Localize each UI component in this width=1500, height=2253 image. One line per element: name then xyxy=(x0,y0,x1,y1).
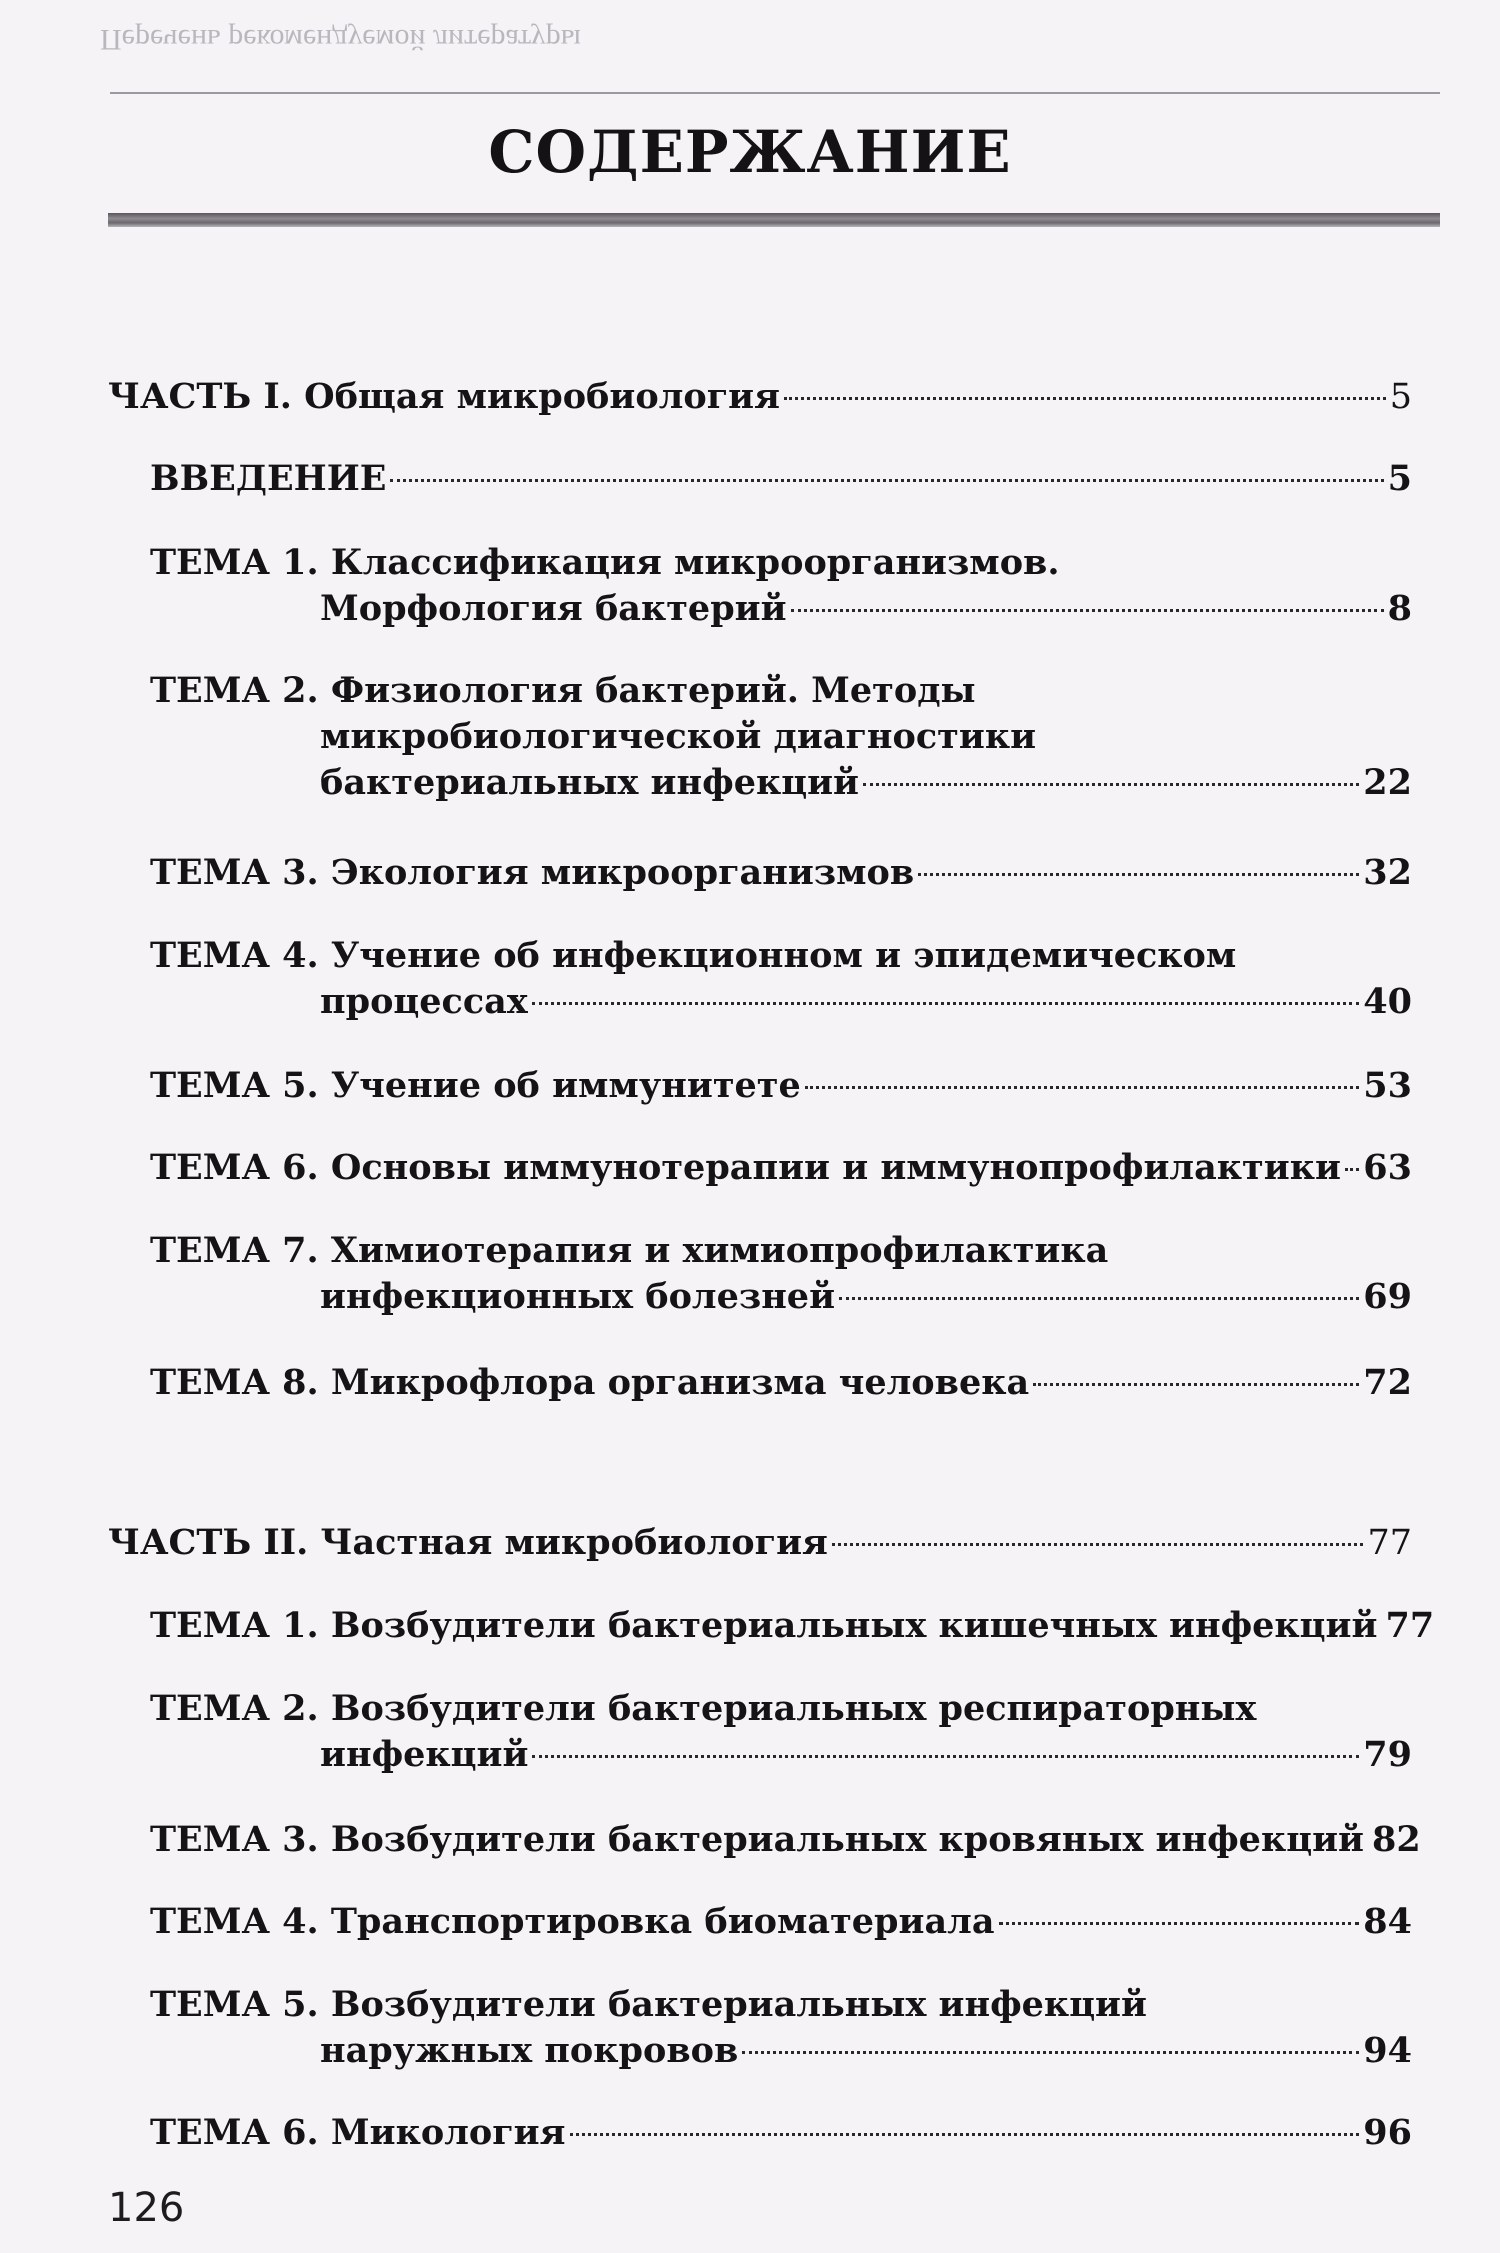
leader-dots xyxy=(999,1922,1360,1925)
toc-entry-p2-topic-1[interactable]: ТЕМА 1. Возбудители бактериальных кишечных инфекций 77 xyxy=(150,1605,1435,1646)
header-rule xyxy=(110,92,1440,94)
leader-dots xyxy=(791,609,1384,612)
toc-entry-p2-topic-4[interactable]: ТЕМА 4. Транспортировка биоматериала 84 xyxy=(150,1901,1412,1942)
page-title: СОДЕРЖАНИЕ xyxy=(488,118,1012,186)
leader-dots xyxy=(570,2133,1360,2136)
page-number: 126 xyxy=(108,2185,185,2231)
leader-dots xyxy=(839,1297,1359,1300)
running-head: Перечень рекомендуемой литературы xyxy=(100,23,581,56)
toc-entry-p1-topic-1[interactable]: ТЕМА 1. Классификация микроорганизмов. Морфология бактерий 8 xyxy=(150,542,1412,629)
title-rule xyxy=(108,213,1440,227)
leader-dots xyxy=(918,873,1359,876)
leader-dots xyxy=(832,1543,1364,1546)
leader-dots xyxy=(1345,1168,1359,1171)
leader-dots xyxy=(784,397,1386,400)
leader-dots xyxy=(742,2051,1359,2054)
leader-dots xyxy=(1033,1383,1359,1386)
toc-entry-p2-topic-2[interactable]: ТЕМА 2. Возбудители бактериальных респираторных инфекций 79 xyxy=(150,1688,1412,1775)
leader-dots xyxy=(863,783,1359,786)
toc-entry-p1-topic-5[interactable]: ТЕМА 5. Учение об иммунитете 53 xyxy=(150,1065,1412,1106)
toc-entry-p1-topic-4[interactable]: ТЕМА 4. Учение об инфекционном и эпидемическом процессах 40 xyxy=(150,935,1412,1022)
leader-dots xyxy=(532,1002,1360,1005)
toc-entry-intro[interactable]: ВВЕДЕНИЕ 5 xyxy=(150,458,1412,499)
toc-entry-p1-topic-7[interactable]: ТЕМА 7. Химиотерапия и химиопрофилактика инфекционных болезней 69 xyxy=(150,1230,1412,1317)
toc-entry-p1-topic-8[interactable]: ТЕМА 8. Микрофлора организма человека 72 xyxy=(150,1362,1412,1403)
toc-entry-p1-topic-3[interactable]: ТЕМА 3. Экология микроорганизмов 32 xyxy=(150,852,1412,893)
toc-entry-p2-topic-5[interactable]: ТЕМА 5. Возбудители бактериальных инфекций наружных покровов 94 xyxy=(150,1984,1412,2071)
leader-dots xyxy=(805,1086,1360,1089)
leader-dots xyxy=(532,1755,1359,1758)
leader-dots xyxy=(390,479,1383,482)
toc-part-1[interactable]: ЧАСТЬ I. Общая микробиология 5 xyxy=(108,376,1412,417)
toc-entry-p1-topic-2[interactable]: ТЕМА 2. Физиология бактерий. Методы микробиологической диагностики бактериальных инфекций 22 xyxy=(150,670,1412,803)
toc-entry-p1-topic-6[interactable]: ТЕМА 6. Основы иммунотерапии и иммунопрофилактики 63 xyxy=(150,1147,1412,1188)
toc-entry-p2-topic-3[interactable]: ТЕМА 3. Возбудители бактериальных кровяных инфекций 82 xyxy=(150,1819,1421,1860)
toc-part-2[interactable]: ЧАСТЬ II. Частная микробиология 77 xyxy=(108,1522,1412,1563)
toc-entry-p2-topic-6[interactable]: ТЕМА 6. Микология 96 xyxy=(150,2112,1412,2153)
